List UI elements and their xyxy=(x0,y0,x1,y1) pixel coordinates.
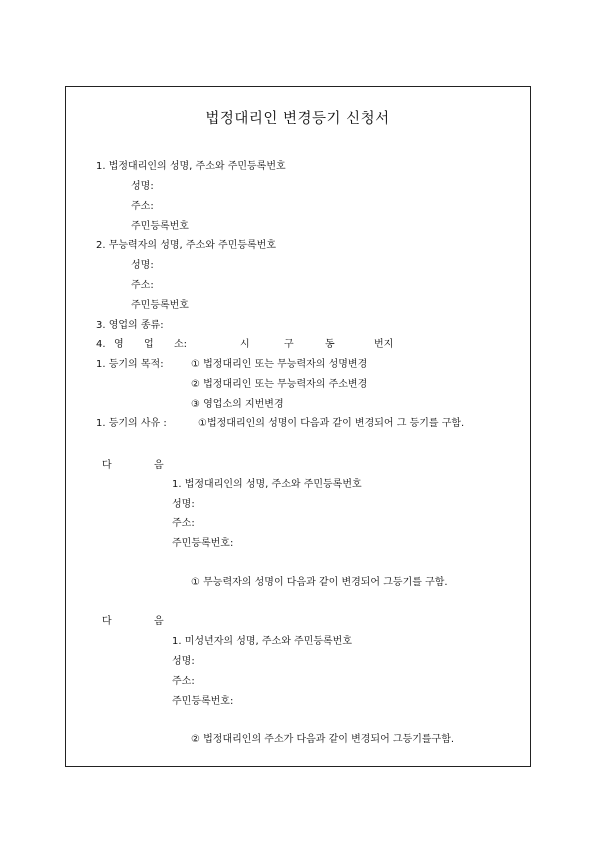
section2-heading: 2. 무능력자의 성명, 주소와 주민등록번호 xyxy=(96,240,276,251)
block1-rrn-label: 주민등록번호: xyxy=(172,538,234,549)
section2-rrn-label: 주민등록번호 xyxy=(131,300,189,311)
address-dong-label: 동 xyxy=(325,339,335,350)
block1-address-label: 주소: xyxy=(172,518,195,529)
address-beonji-label: 번지 xyxy=(374,339,394,350)
section4-label-part3: 소: xyxy=(174,339,188,350)
reason-text: ①법정대리인의 성명이 다음과 같이 변경되어 그 등기를 구함. xyxy=(198,418,465,429)
block1-eum-label: 음 xyxy=(154,460,164,471)
purpose-item-2: ② 법정대리인 또는 무능력자의 주소변경 xyxy=(191,379,368,390)
address-gu-label: 구 xyxy=(284,339,294,350)
purpose-item-1: ① 법정대리인 또는 무능력자의 성명변경 xyxy=(191,359,368,370)
block2-note: ② 법정대리인의 주소가 다음과 같이 변경되어 그등기를구함. xyxy=(191,734,455,745)
section4-label-part1: 영 xyxy=(114,339,124,350)
section1-rrn-label: 주민등록번호 xyxy=(131,221,189,232)
section2-name-label: 성명: xyxy=(131,260,154,271)
block2-address-label: 주소: xyxy=(172,676,195,687)
block1-da-label: 다 xyxy=(102,460,112,471)
purpose-label: 1. 등기의 목적: xyxy=(96,359,164,370)
purpose-item-3: ③ 영업소의 지번변경 xyxy=(191,399,284,410)
section2-address-label: 주소: xyxy=(131,280,154,291)
section3-heading: 3. 영업의 종류: xyxy=(96,320,164,331)
section1-address-label: 주소: xyxy=(131,201,154,212)
section1-heading: 1. 법정대리인의 성명, 주소와 주민등록번호 xyxy=(96,161,286,172)
address-si-label: 시 xyxy=(240,339,250,350)
block2-name-label: 성명: xyxy=(172,656,195,667)
reason-label: 1. 등기의 사유 : xyxy=(96,418,167,429)
section1-name-label: 성명: xyxy=(131,181,154,192)
block2-eum-label: 음 xyxy=(154,616,164,627)
block1-note: ① 무능력자의 성명이 다음과 같이 변경되어 그등기를 구함. xyxy=(191,577,448,588)
block2-heading: 1. 미성년자의 성명, 주소와 주민등록번호 xyxy=(172,636,352,647)
block1-name-label: 성명: xyxy=(172,499,195,510)
block2-da-label: 다 xyxy=(102,616,112,627)
block2-rrn-label: 주민등록번호: xyxy=(172,696,234,707)
section4-label-part2: 업 xyxy=(144,339,154,350)
section4-number: 4. xyxy=(96,339,106,350)
document-title: 법정대리인 변경등기 신청서 xyxy=(205,111,390,127)
block1-heading: 1. 법정대리인의 성명, 주소와 주민등록번호 xyxy=(172,479,362,490)
